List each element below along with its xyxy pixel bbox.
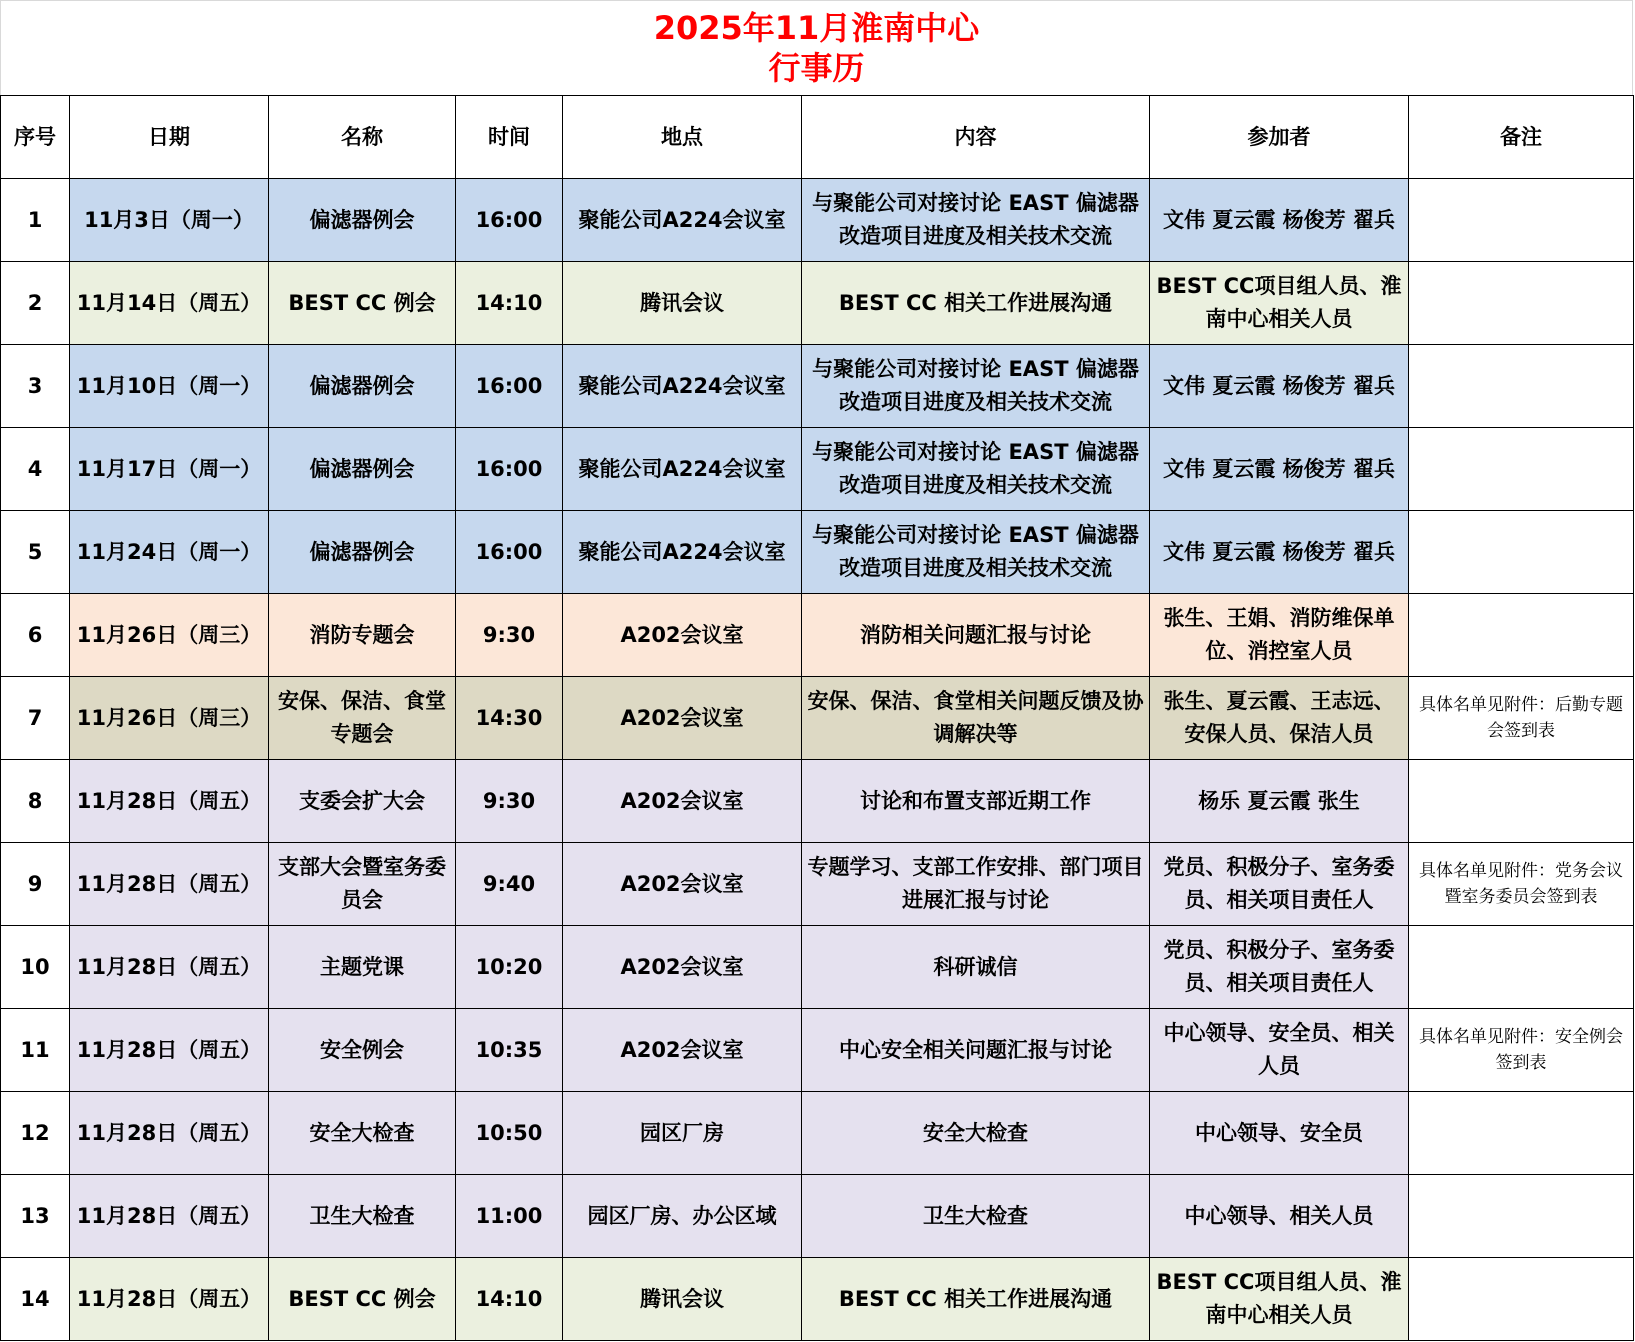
table-row [1,1092,1634,1175]
table-row [1,843,1634,926]
header-row [1,96,1634,179]
cell-participants: 文伟 夏云霞 杨俊芳 翟兵 [1150,345,1409,428]
table-row [1,1258,1634,1341]
cell-time: 14:10 [456,262,563,345]
cell-date: 11月26日（周三） [70,677,269,760]
cell-seq: 6 [1,594,70,677]
cell-content: 与聚能公司对接讨论 EAST 偏滤器改造项目进度及相关技术交流 [802,179,1150,262]
cell-participants: 中心领导、相关人员 [1150,1175,1409,1258]
cell-name: 主题党课 [269,926,456,1009]
cell-time: 9:30 [456,594,563,677]
header-time: 时间 [456,96,563,179]
cell-seq: 1 [1,179,70,262]
header-date: 日期 [70,96,269,179]
cell-seq: 5 [1,511,70,594]
cell-date: 11月3日（周一） [70,179,269,262]
cell-participants: 张生、王娟、消防维保单位、消控室人员 [1150,594,1409,677]
cell-date: 11月14日（周五） [70,262,269,345]
cell-participants: BEST CC项目组人员、淮南中心相关人员 [1150,1258,1409,1341]
table-row [1,926,1634,1009]
cell-notes: 具体名单见附件：党务会议暨室务委员会签到表 [1409,843,1634,926]
cell-time: 14:30 [456,677,563,760]
cell-name: 卫生大检查 [269,1175,456,1258]
cell-time: 10:35 [456,1009,563,1092]
cell-participants: 中心领导、安全员 [1150,1092,1409,1175]
cell-name: 安全大检查 [269,1092,456,1175]
cell-seq: 2 [1,262,70,345]
schedule-table [0,95,1634,1341]
cell-location: A202会议室 [563,843,802,926]
cell-seq: 14 [1,1258,70,1341]
cell-date: 11月28日（周五） [70,1258,269,1341]
header-name: 名称 [269,96,456,179]
cell-time: 9:40 [456,843,563,926]
cell-content: 科研诚信 [802,926,1150,1009]
cell-seq: 7 [1,677,70,760]
cell-notes [1409,760,1634,843]
cell-time: 14:10 [456,1258,563,1341]
cell-participants: 中心领导、安全员、相关人员 [1150,1009,1409,1092]
cell-participants: 党员、积极分子、室务委员、相关项目责任人 [1150,843,1409,926]
cell-content: 与聚能公司对接讨论 EAST 偏滤器改造项目进度及相关技术交流 [802,428,1150,511]
cell-time: 16:00 [456,345,563,428]
cell-content: 讨论和布置支部近期工作 [802,760,1150,843]
cell-participants: BEST CC项目组人员、淮南中心相关人员 [1150,262,1409,345]
header-seq: 序号 [1,96,70,179]
cell-location: 聚能公司A224会议室 [563,428,802,511]
cell-notes [1409,1092,1634,1175]
cell-notes [1409,262,1634,345]
cell-notes [1409,1258,1634,1341]
cell-seq: 9 [1,843,70,926]
cell-content: BEST CC 相关工作进展沟通 [802,1258,1150,1341]
cell-name: 偏滤器例会 [269,345,456,428]
cell-notes: 具体名单见附件：后勤专题会签到表 [1409,677,1634,760]
cell-content: 卫生大检查 [802,1175,1150,1258]
cell-content: 与聚能公司对接讨论 EAST 偏滤器改造项目进度及相关技术交流 [802,345,1150,428]
table-row [1,179,1634,262]
cell-time: 16:00 [456,511,563,594]
table-row [1,1175,1634,1258]
title-line-2: 行事历 [768,49,865,87]
table-row [1,594,1634,677]
header-location: 地点 [563,96,802,179]
cell-name: 偏滤器例会 [269,179,456,262]
cell-notes [1409,179,1634,262]
table-row [1,1009,1634,1092]
cell-participants: 张生、夏云霞、王志远、安保人员、保洁人员 [1150,677,1409,760]
cell-time: 10:50 [456,1092,563,1175]
cell-content: 安保、保洁、食堂相关问题反馈及协调解决等 [802,677,1150,760]
header-participants: 参加者 [1150,96,1409,179]
cell-location: 聚能公司A224会议室 [563,179,802,262]
cell-name: 安保、保洁、食堂专题会 [269,677,456,760]
cell-name: 支部大会暨室务委员会 [269,843,456,926]
cell-date: 11月28日（周五） [70,843,269,926]
cell-participants: 文伟 夏云霞 杨俊芳 翟兵 [1150,511,1409,594]
cell-content: 中心安全相关问题汇报与讨论 [802,1009,1150,1092]
cell-name: 安全例会 [269,1009,456,1092]
cell-participants: 党员、积极分子、室务委员、相关项目责任人 [1150,926,1409,1009]
table-row [1,677,1634,760]
cell-notes [1409,926,1634,1009]
cell-location: 聚能公司A224会议室 [563,511,802,594]
cell-time: 10:20 [456,926,563,1009]
cell-participants: 杨乐 夏云霞 张生 [1150,760,1409,843]
cell-notes [1409,428,1634,511]
table-row [1,262,1634,345]
cell-date: 11月28日（周五） [70,1175,269,1258]
cell-location: A202会议室 [563,760,802,843]
cell-location: A202会议室 [563,677,802,760]
cell-name: 偏滤器例会 [269,511,456,594]
cell-content: 消防相关问题汇报与讨论 [802,594,1150,677]
cell-name: 消防专题会 [269,594,456,677]
cell-participants: 文伟 夏云霞 杨俊芳 翟兵 [1150,428,1409,511]
title-line-1: 2025年11月淮南中心 [653,9,980,47]
cell-seq: 4 [1,428,70,511]
cell-location: 聚能公司A224会议室 [563,345,802,428]
cell-location: 腾讯会议 [563,262,802,345]
cell-date: 11月28日（周五） [70,1009,269,1092]
cell-time: 11:00 [456,1175,563,1258]
calendar-title [0,0,1633,95]
cell-seq: 12 [1,1092,70,1175]
cell-seq: 13 [1,1175,70,1258]
header-content: 内容 [802,96,1150,179]
cell-time: 16:00 [456,179,563,262]
cell-name: BEST CC 例会 [269,1258,456,1341]
table-row [1,760,1634,843]
cell-seq: 11 [1,1009,70,1092]
table-row [1,345,1634,428]
header-notes: 备注 [1409,96,1634,179]
cell-notes: 具体名单见附件：安全例会签到表 [1409,1009,1634,1092]
cell-content: 专题学习、支部工作安排、部门项目进展汇报与讨论 [802,843,1150,926]
cell-name: 偏滤器例会 [269,428,456,511]
cell-content: 与聚能公司对接讨论 EAST 偏滤器改造项目进度及相关技术交流 [802,511,1150,594]
cell-participants: 文伟 夏云霞 杨俊芳 翟兵 [1150,179,1409,262]
cell-time: 9:30 [456,760,563,843]
cell-notes [1409,594,1634,677]
cell-location: A202会议室 [563,1009,802,1092]
cell-notes [1409,345,1634,428]
cell-seq: 8 [1,760,70,843]
cell-date: 11月10日（周一） [70,345,269,428]
cell-location: 腾讯会议 [563,1258,802,1341]
cell-notes [1409,511,1634,594]
cell-date: 11月28日（周五） [70,760,269,843]
cell-date: 11月24日（周一） [70,511,269,594]
cell-date: 11月28日（周五） [70,1092,269,1175]
cell-seq: 3 [1,345,70,428]
schedule-rows [1,179,1634,1341]
cell-content: 安全大检查 [802,1092,1150,1175]
table-row [1,428,1634,511]
cell-name: BEST CC 例会 [269,262,456,345]
cell-date: 11月26日（周三） [70,594,269,677]
cell-location: 园区厂房 [563,1092,802,1175]
cell-content: BEST CC 相关工作进展沟通 [802,262,1150,345]
cell-location: A202会议室 [563,594,802,677]
cell-location: A202会议室 [563,926,802,1009]
cell-location: 园区厂房、办公区域 [563,1175,802,1258]
cell-date: 11月17日（周一） [70,428,269,511]
cell-seq: 10 [1,926,70,1009]
cell-notes [1409,1175,1634,1258]
cell-name: 支委会扩大会 [269,760,456,843]
cell-time: 16:00 [456,428,563,511]
cell-date: 11月28日（周五） [70,926,269,1009]
table-row [1,511,1634,594]
